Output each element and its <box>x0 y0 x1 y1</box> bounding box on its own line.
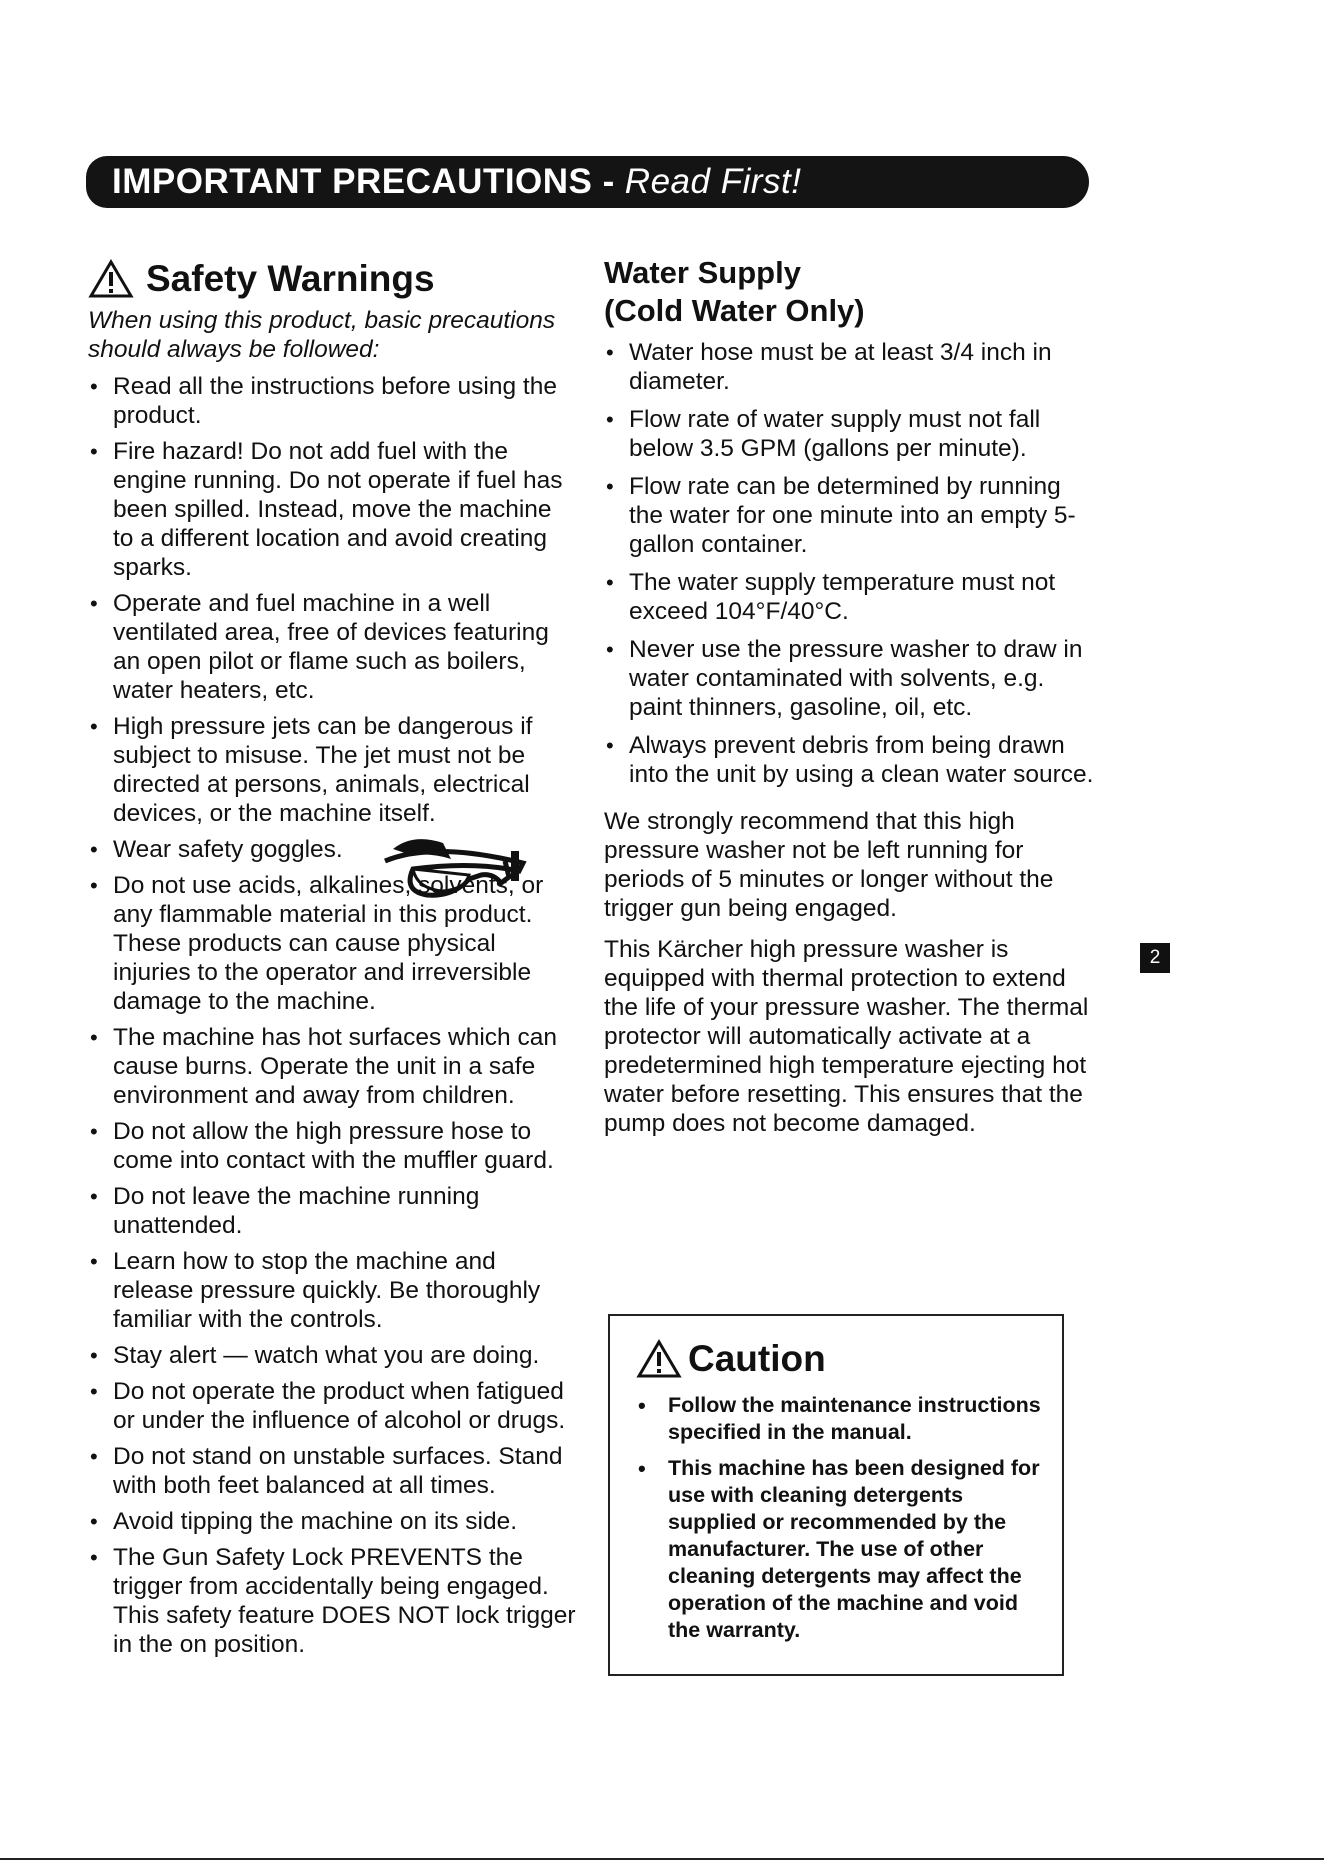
page-number: 2 <box>1140 943 1170 973</box>
safety-item: • Avoid tipping the machine on its side. <box>88 1507 578 1536</box>
water-supply-subtitle: (Cold Water Only) <box>604 293 865 328</box>
running-time-paragraph: We strongly recommend that this high pressure washer not be left running for periods of 5 minutes or longer without the trigger gun being engaged. <box>604 808 1054 922</box>
water-item: • Flow rate can be determined by running the water for one minute into an empty 5-gallon container. <box>604 472 1094 559</box>
water-item: • The water supply temperature must not exceed 104°F/40°C. <box>604 568 1094 626</box>
safety-intro: When using this product, basic precautions should always be followed: <box>88 307 556 363</box>
safety-item: • Do not allow the high pressure hose to come into contact with the muffler guard. <box>88 1117 578 1175</box>
safety-item: • The machine has hot surfaces which can cause burns. Operate the unit in a safe environment and away from children. <box>88 1023 578 1110</box>
safety-item: • The Gun Safety Lock PREVENTS the trigger from accidentally being engaged. This safety feature DOES NOT lock trigger in the on position. <box>88 1543 578 1659</box>
safety-warnings-title: Safety Warnings <box>146 258 435 299</box>
caution-box <box>608 1314 1064 1676</box>
safety-item-text: Wear safety goggles. <box>113 836 343 863</box>
safety-item <box>88 835 578 864</box>
safety-item: • Stay alert — watch what you are doing. <box>88 1341 578 1370</box>
safety-item: • Fire hazard! Do not add fuel with the engine running. Do not operate if fuel has been spilled. Instead, move the machine to a different location and avoid creating sparks. <box>88 437 578 582</box>
water-item: • Flow rate of water supply must not fall below 3.5 GPM (gallons per minute). <box>604 405 1094 463</box>
safety-warnings-heading <box>88 258 578 300</box>
water-list <box>604 338 1094 789</box>
caution-item: • This machine has been designed for use with cleaning detergents supplied or recommended by the manufacturer. The use of other cleaning detergents may affect the operation of the machine and void the warranty. <box>636 1455 1044 1644</box>
safety-item: • Do not use acids, alkalines, solvents, or any flammable material in this product. These products can cause physical injuries to the operator and irreversible damage to the machine. <box>88 871 578 1016</box>
header-subtitle: Read First! <box>624 162 802 201</box>
warning-triangle-icon <box>88 259 134 299</box>
bottom-divider <box>0 1858 1324 1860</box>
safety-list <box>88 372 578 1659</box>
caution-item: • Follow the maintenance instructions specified in the manual. <box>636 1392 1044 1446</box>
caution-list <box>636 1392 1044 1644</box>
header-title: IMPORTANT PRECAUTIONS - <box>112 162 615 201</box>
water-supply-title: Water Supply <box>604 255 801 290</box>
water-item: • Always prevent debris from being drawn into the unit by using a clean water source. <box>604 731 1094 789</box>
caution-title: Caution <box>688 1338 826 1379</box>
safety-item: • Read all the instructions before using the product. <box>88 372 578 430</box>
water-item: • Never use the pressure washer to draw in water contaminated with solvents, e.g. paint thinners, gasoline, oil, etc. <box>604 635 1094 722</box>
safety-item: • High pressure jets can be dangerous if subject to misuse. The jet must not be directed at persons, animals, electrical devices, or the machine itself. <box>88 712 578 828</box>
water-supply-heading <box>604 254 1094 330</box>
safety-warnings-column <box>88 258 578 1666</box>
warning-triangle-icon <box>636 1339 682 1379</box>
water-item: • Water hose must be at least 3/4 inch in diameter. <box>604 338 1094 396</box>
safety-item: • Operate and fuel machine in a well ventilated area, free of devices featuring an open pilot or flame such as boilers, water heaters, etc. <box>88 589 578 705</box>
safety-item: • Learn how to stop the machine and release pressure quickly. Be thoroughly familiar with the controls. <box>88 1247 578 1334</box>
safety-item: • Do not stand on unstable surfaces. Stand with both feet balanced at all times. <box>88 1442 578 1500</box>
safety-item: • Do not operate the product when fatigued or under the influence of alcohol or drugs. <box>88 1377 578 1435</box>
section-header <box>86 156 1089 208</box>
safety-item: • Do not leave the machine running unattended. <box>88 1182 578 1240</box>
water-supply-column <box>604 255 1094 1138</box>
caution-heading <box>636 1338 1044 1380</box>
thermal-protection-paragraph: This Kärcher high pressure washer is equipped with thermal protection to extend the life of your pressure washer. The thermal protector will automatically activate at a predetermined high temperature ejecting hot water before resetting. This ensures that the pump does not become damaged. <box>604 936 1089 1137</box>
